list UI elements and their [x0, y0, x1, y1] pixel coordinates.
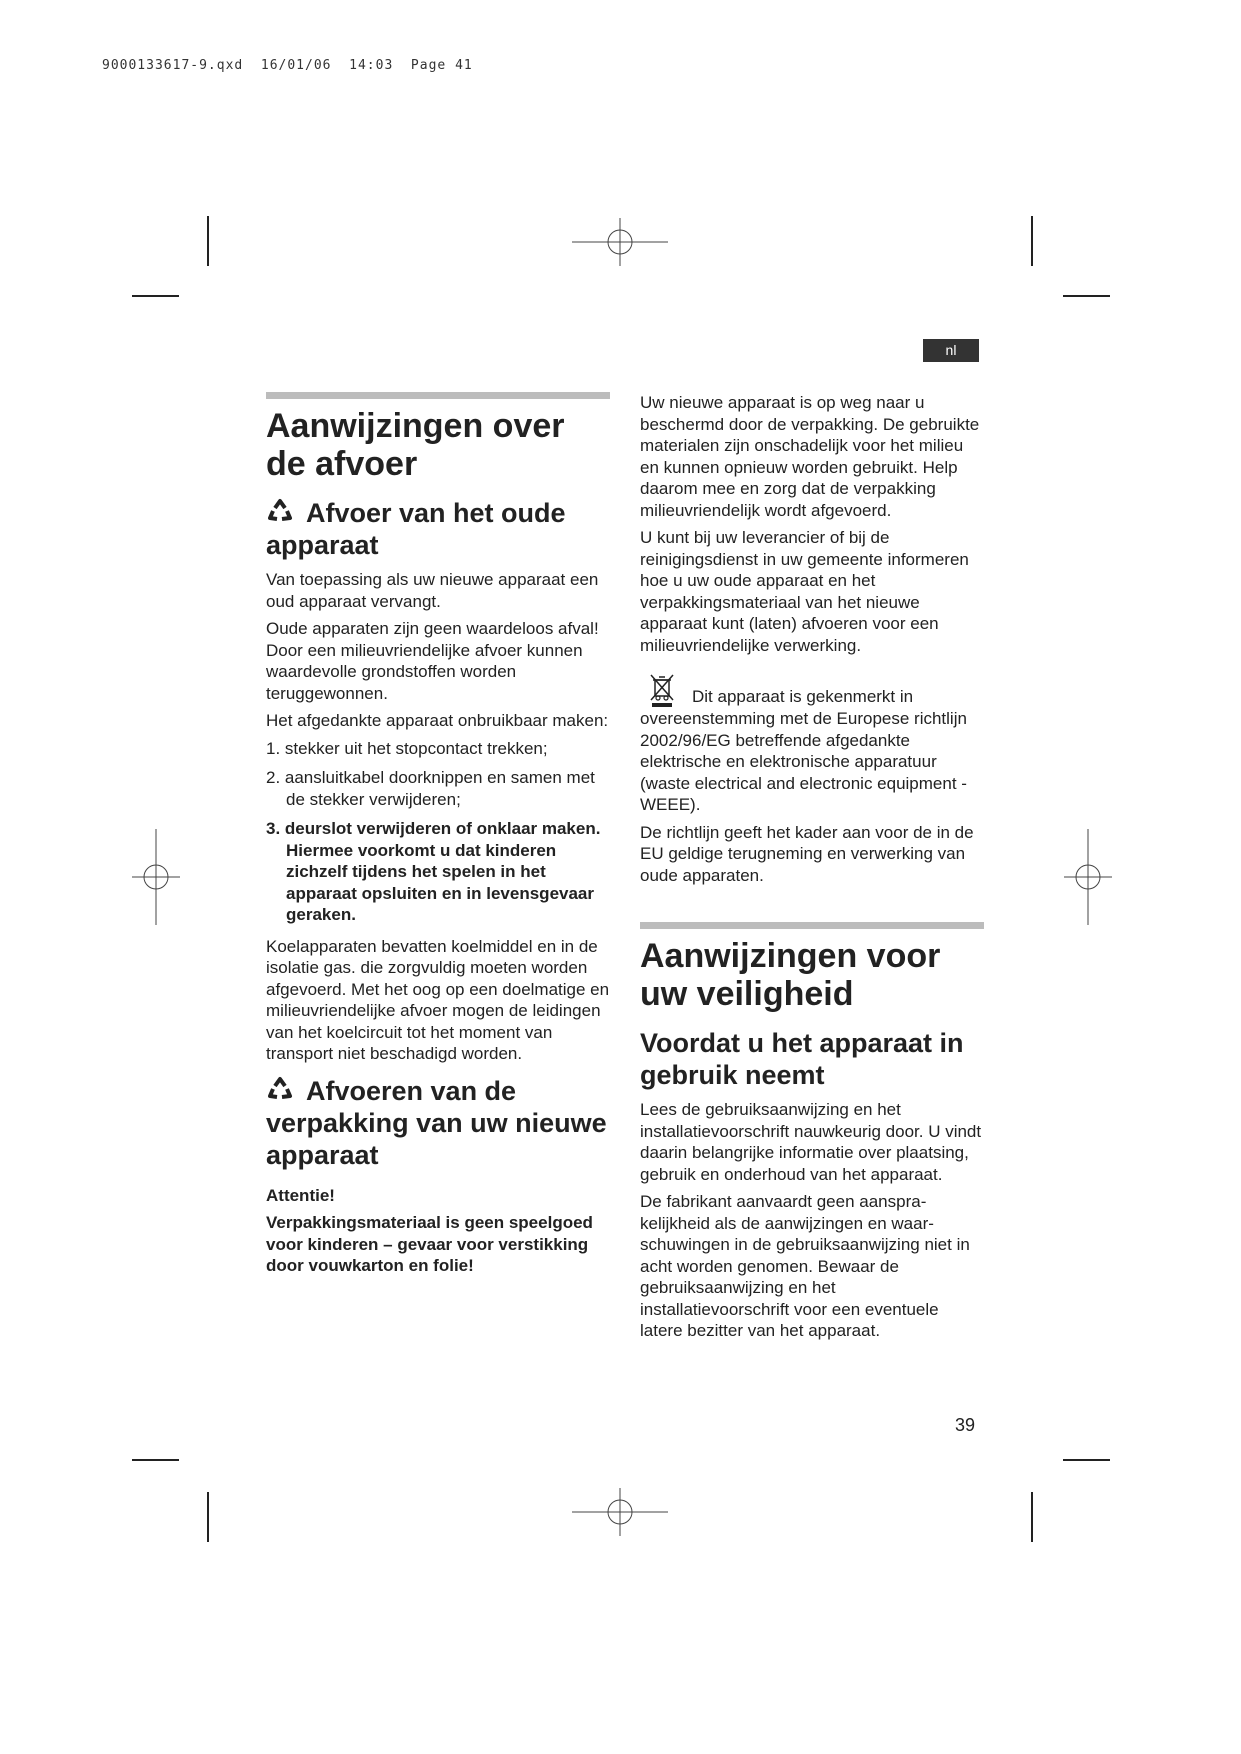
recycle-icon: [266, 1075, 294, 1103]
crop-mark-bottom-left-horizontal: [132, 1459, 179, 1461]
paragraph: Uw nieuwe apparaat is op weg naar u beschermd door de verpakking. De gebruikte materialen zijn onschadelijk voor het milieu en kunnen opnieuw worden gebruikt. Help daarom mee en zorg dat de verpakking milieuvriendelijk wordt afgevoerd.: [640, 393, 980, 520]
section-rule: [266, 392, 610, 399]
registration-mark-right: [1040, 829, 1136, 925]
packaging-heading-text: Afvoeren van de verpakking van uw nieuwe apparaat: [266, 1075, 607, 1170]
crop-mark-bottom-right-vertical: [1031, 1492, 1033, 1542]
page-number: 39: [955, 1415, 976, 1435]
old-appliance-heading: [266, 497, 610, 561]
recycle-icon: [266, 497, 294, 525]
registration-mark-top: [572, 194, 668, 290]
crop-mark-top-right-horizontal: [1063, 295, 1110, 297]
disposal-steps: [266, 738, 610, 926]
paragraph: Het afgedankte apparaat onbruikbaar maken:: [266, 711, 609, 730]
registration-mark-bottom: [572, 1464, 668, 1560]
packaging-heading: [266, 1075, 610, 1171]
step-item: 1. stekker uit het stopcontact trekken;: [266, 738, 548, 758]
crop-mark-bottom-left-vertical: [207, 1492, 209, 1542]
section-rule: [640, 922, 984, 929]
crop-mark-top-right-vertical: [1031, 216, 1033, 266]
paragraph: Oude apparaten zijn geen waardeloos afval! Door een milieuvriendelijke afvoer kunnen waardevolle grondstoffen worden teruggewonnen.: [266, 619, 599, 703]
crop-mark-bottom-right-horizontal: [1063, 1459, 1110, 1461]
step-item: 3. deurslot verwijderen of onklaar maken. Hiermee voorkomt u dat kinderen zichzelf tijdens het spelen in het apparaat opsluiten en in levensgevaar geraken.: [266, 819, 601, 924]
crop-mark-top-left-horizontal: [132, 295, 179, 297]
step-item: 2. aansluitkabel doorknippen en samen met de stekker verwijderen;: [266, 768, 595, 809]
weee-text: Dit apparaat is gekenmerkt in overeenstemming met de Europese richtlijn 2002/96/EG betreffende afgedankte elektrische en elektronische apparatuur (waste electrical and electronic equipment - WEEE).: [640, 687, 967, 814]
paragraph: Van toepassing als uw nieuwe apparaat een oud apparaat vervangt.: [266, 570, 599, 611]
print-slug: 9000133617-9.qxd 16/01/06 14:03 Page 41: [102, 58, 473, 73]
warning-text: Verpakkingsmateriaal is geen speelgoed voor kinderen – gevaar voor verstikking door vouwkarton en folie!: [266, 1213, 593, 1275]
language-badge: nl: [923, 339, 979, 362]
registration-mark-left: [108, 829, 204, 925]
before-use-heading: Voordat u het apparaat in gebruik neemt: [640, 1028, 964, 1090]
weee-paragraph: [640, 672, 984, 816]
paragraph: Koelapparaten bevatten koelmiddel en in de isolatie gas. die zorgvuldig moeten worden afgevoerd. Met het oog op een doelmatige en milieuvriendelijke afvoer mogen de leidingen van het koelcircuit tot het moment van transport niet beschadigd worden.: [266, 936, 610, 1063]
paragraph: U kunt bij uw leverancier of bij de reinigingsdienst in uw gemeente informeren hoe u uw oude apparaat en het verpakkingsmateriaal van het nieuwe apparaat kunt (laten) afvoeren voor een milieuvriendelijke verwerking.: [640, 528, 969, 655]
old-appliance-heading-text: Afvoer van het oude apparaat: [266, 498, 566, 560]
left-column: [266, 392, 610, 1283]
paragraph: De richtlijn geeft het kader aan voor de in de EU geldige terugneming en verwerking van oude apparaten.: [640, 822, 974, 885]
disposal-title: Aanwijzingen over de afvoer: [266, 407, 565, 483]
attention-label: Attentie!: [266, 1185, 335, 1205]
paragraph: De fabrikant aanvaardt geen aanspra-kelijkheid als de aanwijzingen en waar-schuwingen in de gebruiksaanwijzing niet in acht worden genomen. Bewaar de gebruiksaanwijzing en het installatievoorschrift voor een eventuele latere bezitter van het apparaat.: [640, 1192, 970, 1340]
paragraph: Lees de gebruiksaanwijzing en het installatievoorschrift nauwkeurig door. U vindt daarin belangrijke informatie over plaatsing, gebruik en onderhoud van het apparaat.: [640, 1100, 982, 1184]
safety-title: Aanwijzingen voor uw veiligheid: [640, 937, 941, 1013]
right-column: [640, 392, 984, 1348]
crop-mark-top-left-vertical: [207, 216, 209, 266]
crossed-bin-icon: [646, 672, 678, 708]
spacer: [640, 892, 984, 922]
